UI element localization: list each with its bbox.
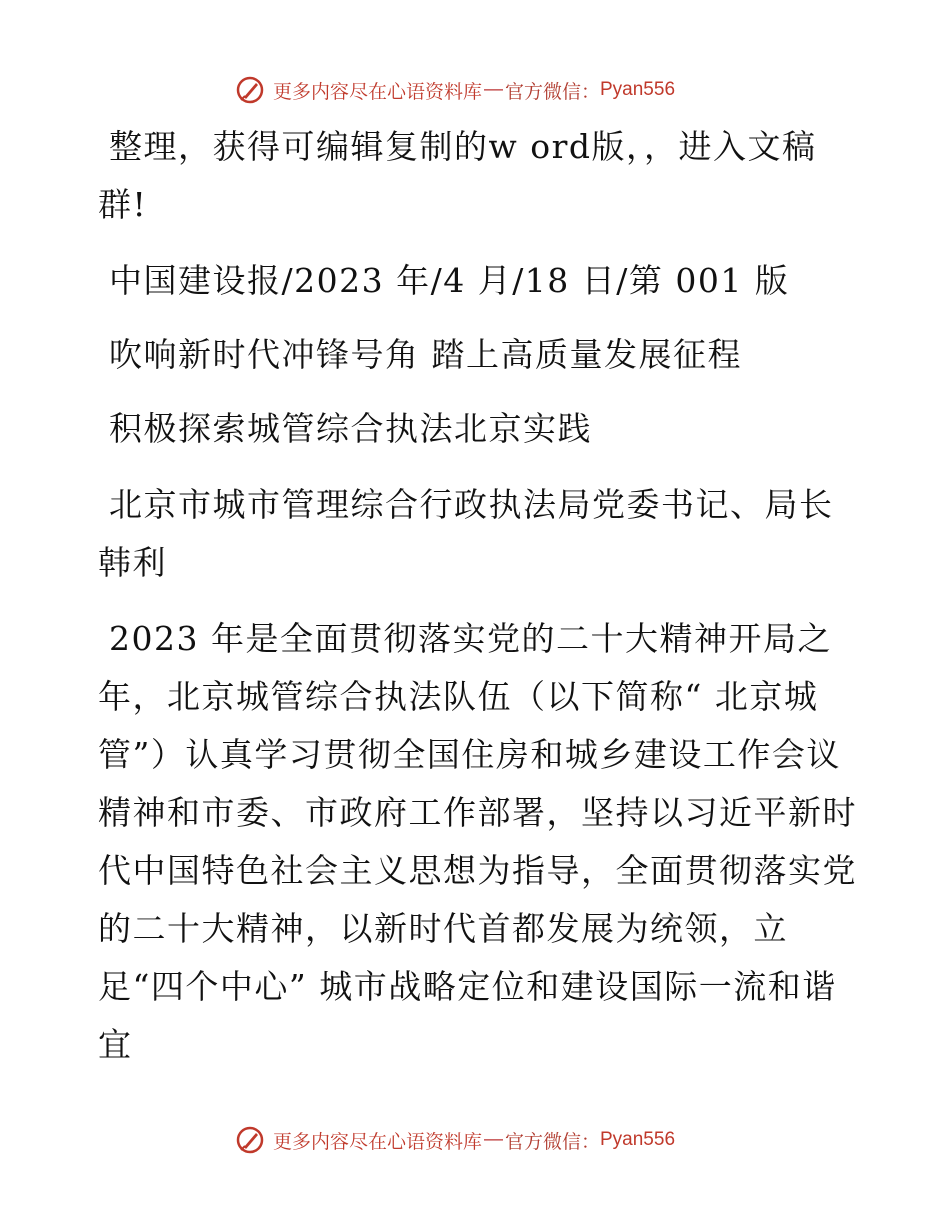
headline-1: 吹响新时代冲锋号角 踏上高质量发展征程 (109, 335, 742, 374)
byline: 北京市城市管理综合行政执法局党委书记、局长韩利 (98, 485, 834, 582)
banner-wechat-label: 官方微信： (504, 81, 600, 103)
headline-2: 积极探索城管综合执法北京实践 (109, 409, 592, 448)
banner-separator: — (483, 1129, 503, 1150)
quill-logo-icon (235, 75, 265, 105)
document-body (98, 118, 858, 1074)
banner-site-text: 更多内容尽在心语资料库 (272, 81, 482, 103)
intro-paragraph: 整理，获得可编辑复制的w ord版，，进入文稿群! (98, 127, 817, 224)
banner-handle: Pyan556 (600, 79, 676, 100)
body-paragraph: 2023 年是全面贯彻落实党的二十大精神开局之年，北京城管综合执法队伍（以下简称“ 北京城管”）认真学习贯彻全国住房和城乡建设工作会议精神和市委、市政府工作部署，坚持以习近平新时代中国特色社会主义思想为指导，全面贯彻落实党的二十大精神，以新时代首都发展为统领，立足“四个中心” 城市战略定位和建设国际一流和谐宜 (98, 619, 857, 1064)
header-banner (0, 70, 950, 110)
quill-logo-icon (235, 1125, 265, 1155)
banner-handle: Pyan556 (600, 1129, 676, 1150)
banner-wechat-label: 官方微信： (504, 1131, 600, 1153)
source-line: 中国建设报/2023 年/4 月/18 日/第 001 版 (109, 261, 790, 300)
banner-separator: — (483, 79, 503, 100)
banner-site-text: 更多内容尽在心语资料库 (272, 1131, 482, 1153)
footer-banner (0, 1120, 950, 1160)
